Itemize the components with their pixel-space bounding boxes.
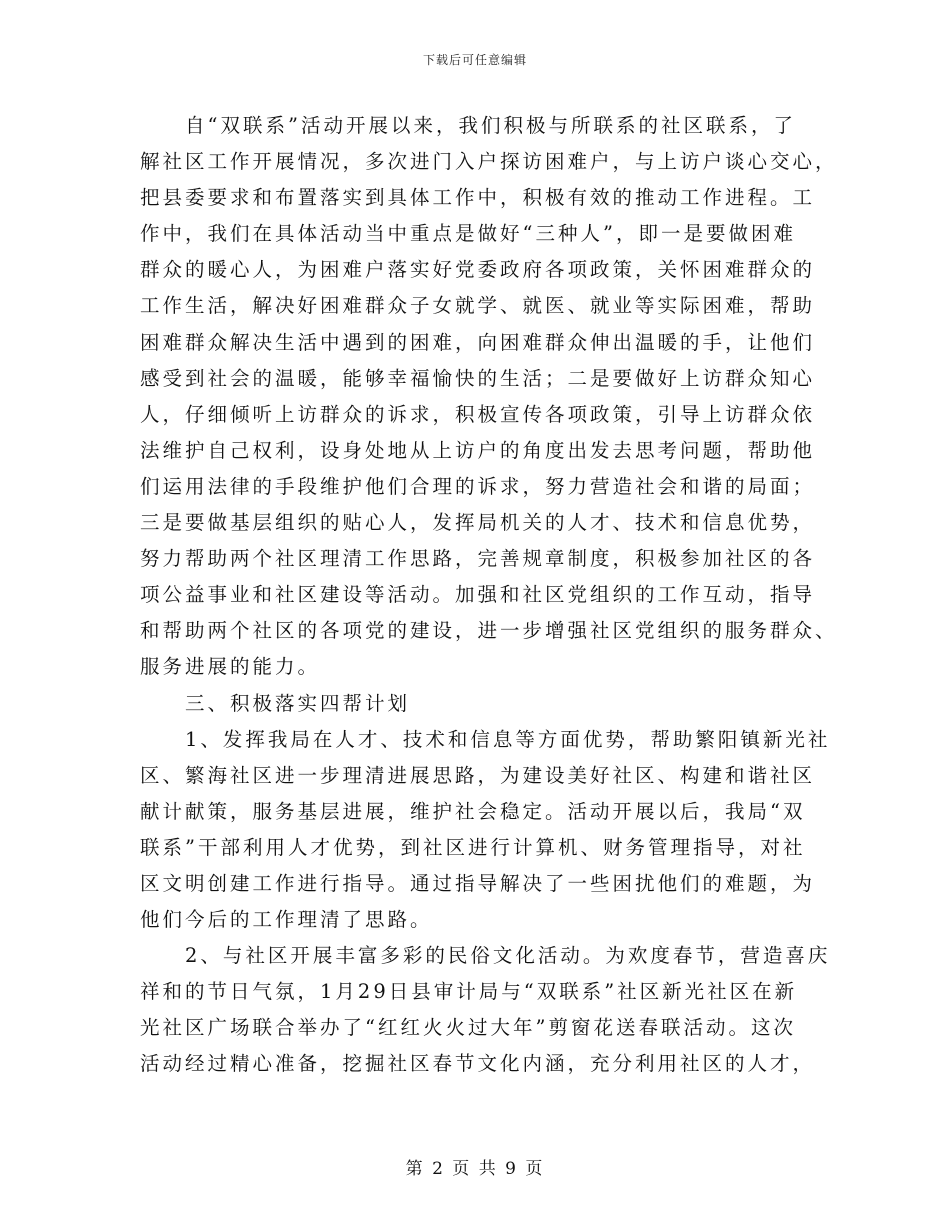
text-line: 人，仔细倾听上访群众的诉求，积极宣传各项政策，引导上访群众依 xyxy=(140,402,816,426)
text-line: 联系”干部利用人才优势，到社区进行计算机、财务管理指导，对社 xyxy=(140,835,806,859)
text-line: 们运用法律的手段维护他们合理的诉求，努力营造社会和谐的局面； xyxy=(140,474,816,498)
paragraph-item-2 xyxy=(140,938,831,1082)
text-line: 解社区工作开展情况，多次进门入户探访困难户，与上访户谈心交心， xyxy=(140,150,838,174)
text-line: 献计献策，服务基层进展，维护社会稳定。活动开展以后，我局“双 xyxy=(140,799,806,823)
text-line: 和帮助两个社区的各项党的建设，进一步增强社区党组织的服务群众、 xyxy=(140,619,838,643)
paragraph-shuanglianxi xyxy=(140,108,838,686)
text-line: 法维护自己权利，设身处地从上访户的角度出发去思考问题，帮助他 xyxy=(140,438,816,462)
text-line: 工作生活，解决好困难群众子女就学、就医、就业等实际困难，帮助 xyxy=(140,294,816,318)
page-number-footer: 第 2 页 共 9 页 xyxy=(405,1159,545,1179)
text-line: 三是要做基层组织的贴心人，发挥局机关的人才、技术和信息优势， xyxy=(140,511,816,535)
text-line: 努力帮助两个社区理清工作思路，完善规章制度，积极参加社区的各 xyxy=(140,547,816,571)
text-line: 项公益事业和社区建设等活动。加强和社区党组织的工作互动，指导 xyxy=(140,583,816,607)
text-line: 自“双联系”活动开展以来，我们积极与所联系的社区联系，了 xyxy=(185,114,796,137)
text-line: 活动经过精心准备，挖掘社区春节文化内涵，充分利用社区的人才， xyxy=(140,1052,816,1076)
page-header-note: 下载后可任意编辑 xyxy=(422,53,527,67)
text-line: 1、发挥我局在人才、技术和信息等方面优势，帮助繁阳镇新光社 xyxy=(185,727,831,751)
text-line: 服务进展的能力。 xyxy=(140,655,321,679)
document-body xyxy=(140,108,838,1083)
text-line: 困难群众解决生活中遇到的困难，向困难群众伸出温暖的手，让他们 xyxy=(140,330,816,354)
text-line: 感受到社会的温暖，能够幸福愉快的生活；二是要做好上访群众知心 xyxy=(140,366,816,390)
paragraph-item-1 xyxy=(140,722,831,939)
text-line: 群众的暖心人，为困难户落实好党委政府各项政策，关怀困难群众的 xyxy=(140,258,816,282)
text-line: 他们今后的工作理清了思路。 xyxy=(140,908,433,932)
text-line: 光社区广场联合举办了“红红火火过大年”剪窗花送春联活动。这次 xyxy=(140,1016,796,1040)
text-line: 2、与社区开展丰富多彩的民俗文化活动。为欢度春节，营造喜庆 xyxy=(185,944,831,968)
section-heading: 三、积极落实四帮计划 xyxy=(185,691,411,715)
text-line: 区文明创建工作进行指导。通过指导解决了一些困扰他们的难题，为 xyxy=(140,871,816,895)
text-line: 区、繁海社区进一步理清进展思路，为建设美好社区、构建和谐社区 xyxy=(140,763,816,787)
text-line: 把县委要求和布置落实到具体工作中，积极有效的推动工作进程。工 xyxy=(140,186,816,210)
text-line: 作中，我们在具体活动当中重点是做好“三种人”，即一是要做困难 xyxy=(140,222,796,246)
section-heading-three xyxy=(140,686,820,722)
text-line: 祥和的节日气氛，1月29日县审计局与“双联系”社区新光社区在新 xyxy=(140,980,798,1004)
